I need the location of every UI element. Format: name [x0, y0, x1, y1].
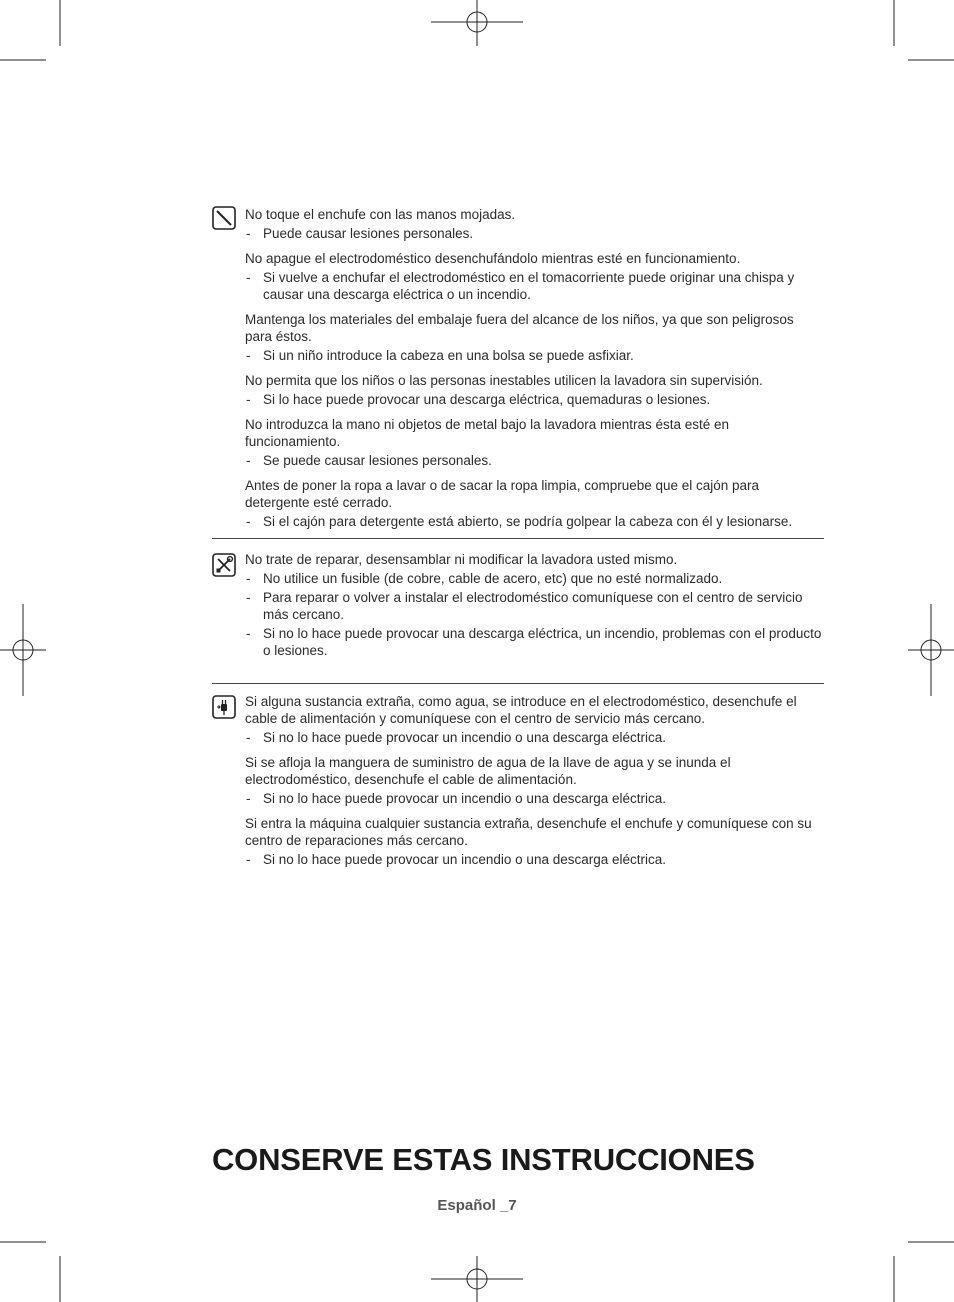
section-2-items [245, 551, 824, 659]
warning-item [245, 311, 824, 364]
warning-consequence: - Para reparar o volver a instalar el electrodoméstico comuníquese con el centro de servicio más cercano. [245, 589, 824, 623]
warnings-content [212, 206, 824, 876]
warning-consequence: - Se puede causar lesiones personales. [245, 452, 824, 469]
warning-item [245, 815, 824, 868]
no-disassembly-icon [212, 553, 236, 577]
warning-text: No introduzca la mano ni objetos de metal bajo la lavadora mientras ésta esté en funcionamiento. [245, 417, 730, 449]
section-disassembly [212, 538, 824, 675]
unplug-icon [212, 695, 236, 719]
warning-text: Si alguna sustancia extraña, como agua, se introduce en el electrodoméstico, desenchufe el cable de alimentación y comuníquese con el centro de servicio más cercano. [245, 694, 797, 726]
warning-consequence: - Si lo hace puede provocar una descarga eléctrica, quemaduras o lesiones. [245, 391, 824, 408]
warning-text: Si se afloja la manguera de suministro de agua de la llave de agua y se inunda el electrodoméstico, desenchufe el cable de alimentación. [245, 755, 731, 787]
warning-item [245, 416, 824, 469]
warning-consequence: - No utilice un fusible (de cobre, cable de acero, etc) que no esté normalizado. [245, 570, 824, 587]
warning-consequence: - Si un niño introduce la cabeza en una bolsa se puede asfixiar. [245, 347, 824, 364]
warning-text: No toque el enchufe con las manos mojadas. [245, 207, 516, 222]
warning-item [245, 477, 824, 530]
warning-item [245, 551, 824, 659]
warning-consequence: - Si no lo hace puede provocar un incendio o una descarga eléctrica. [245, 729, 824, 746]
warning-item [245, 206, 824, 242]
section-unplug [212, 683, 824, 868]
page-number: Español _7 [437, 1197, 517, 1214]
section-prohibited [212, 206, 824, 530]
section-1-items [245, 206, 824, 530]
prohibition-icon [212, 206, 236, 230]
warning-consequence: - Si no lo hace puede provocar un incendio o una descarga eléctrica. [245, 851, 824, 868]
warning-item [245, 693, 824, 746]
warning-consequence: - Puede causar lesiones personales. [245, 225, 824, 242]
warning-item [245, 250, 824, 303]
warning-consequence: - Si vuelve a enchufar el electrodoméstico en el tomacorriente puede originar una chispa y causar una descarga eléctrica o un incendio. [245, 269, 824, 303]
warning-consequence: - Si el cajón para detergente está abierto, se podría golpear la cabeza con él y lesionarse. [245, 513, 824, 530]
warning-item [245, 372, 824, 408]
section-3-items [245, 693, 824, 868]
warning-text: No apague el electrodoméstico desenchufándolo mientras esté en funcionamiento. [245, 251, 741, 266]
warning-text: Antes de poner la ropa a lavar o de sacar la ropa limpia, compruebe que el cajón para detergente esté cerrado. [245, 478, 760, 510]
page-title: CONSERVE ESTAS INSTRUCCIONES [212, 1142, 755, 1177]
warning-item [245, 754, 824, 807]
warning-consequence: - Si no lo hace puede provocar una descarga eléctrica, un incendio, problemas con el producto o lesiones. [245, 625, 824, 659]
warning-text: No trate de reparar, desensamblar ni modificar la lavadora usted mismo. [245, 552, 678, 567]
warning-consequence: - Si no lo hace puede provocar un incendio o una descarga eléctrica. [245, 790, 824, 807]
warning-text: Mantenga los materiales del embalaje fuera del alcance de los niños, ya que son peligrosos para éstos. [245, 312, 794, 344]
warning-text: Si entra la máquina cualquier sustancia extraña, desenchufe el enchufe y comuníquese con su centro de reparaciones más cercano. [245, 816, 812, 848]
warning-text: No permita que los niños o las personas inestables utilicen la lavadora sin supervisión. [245, 373, 763, 388]
